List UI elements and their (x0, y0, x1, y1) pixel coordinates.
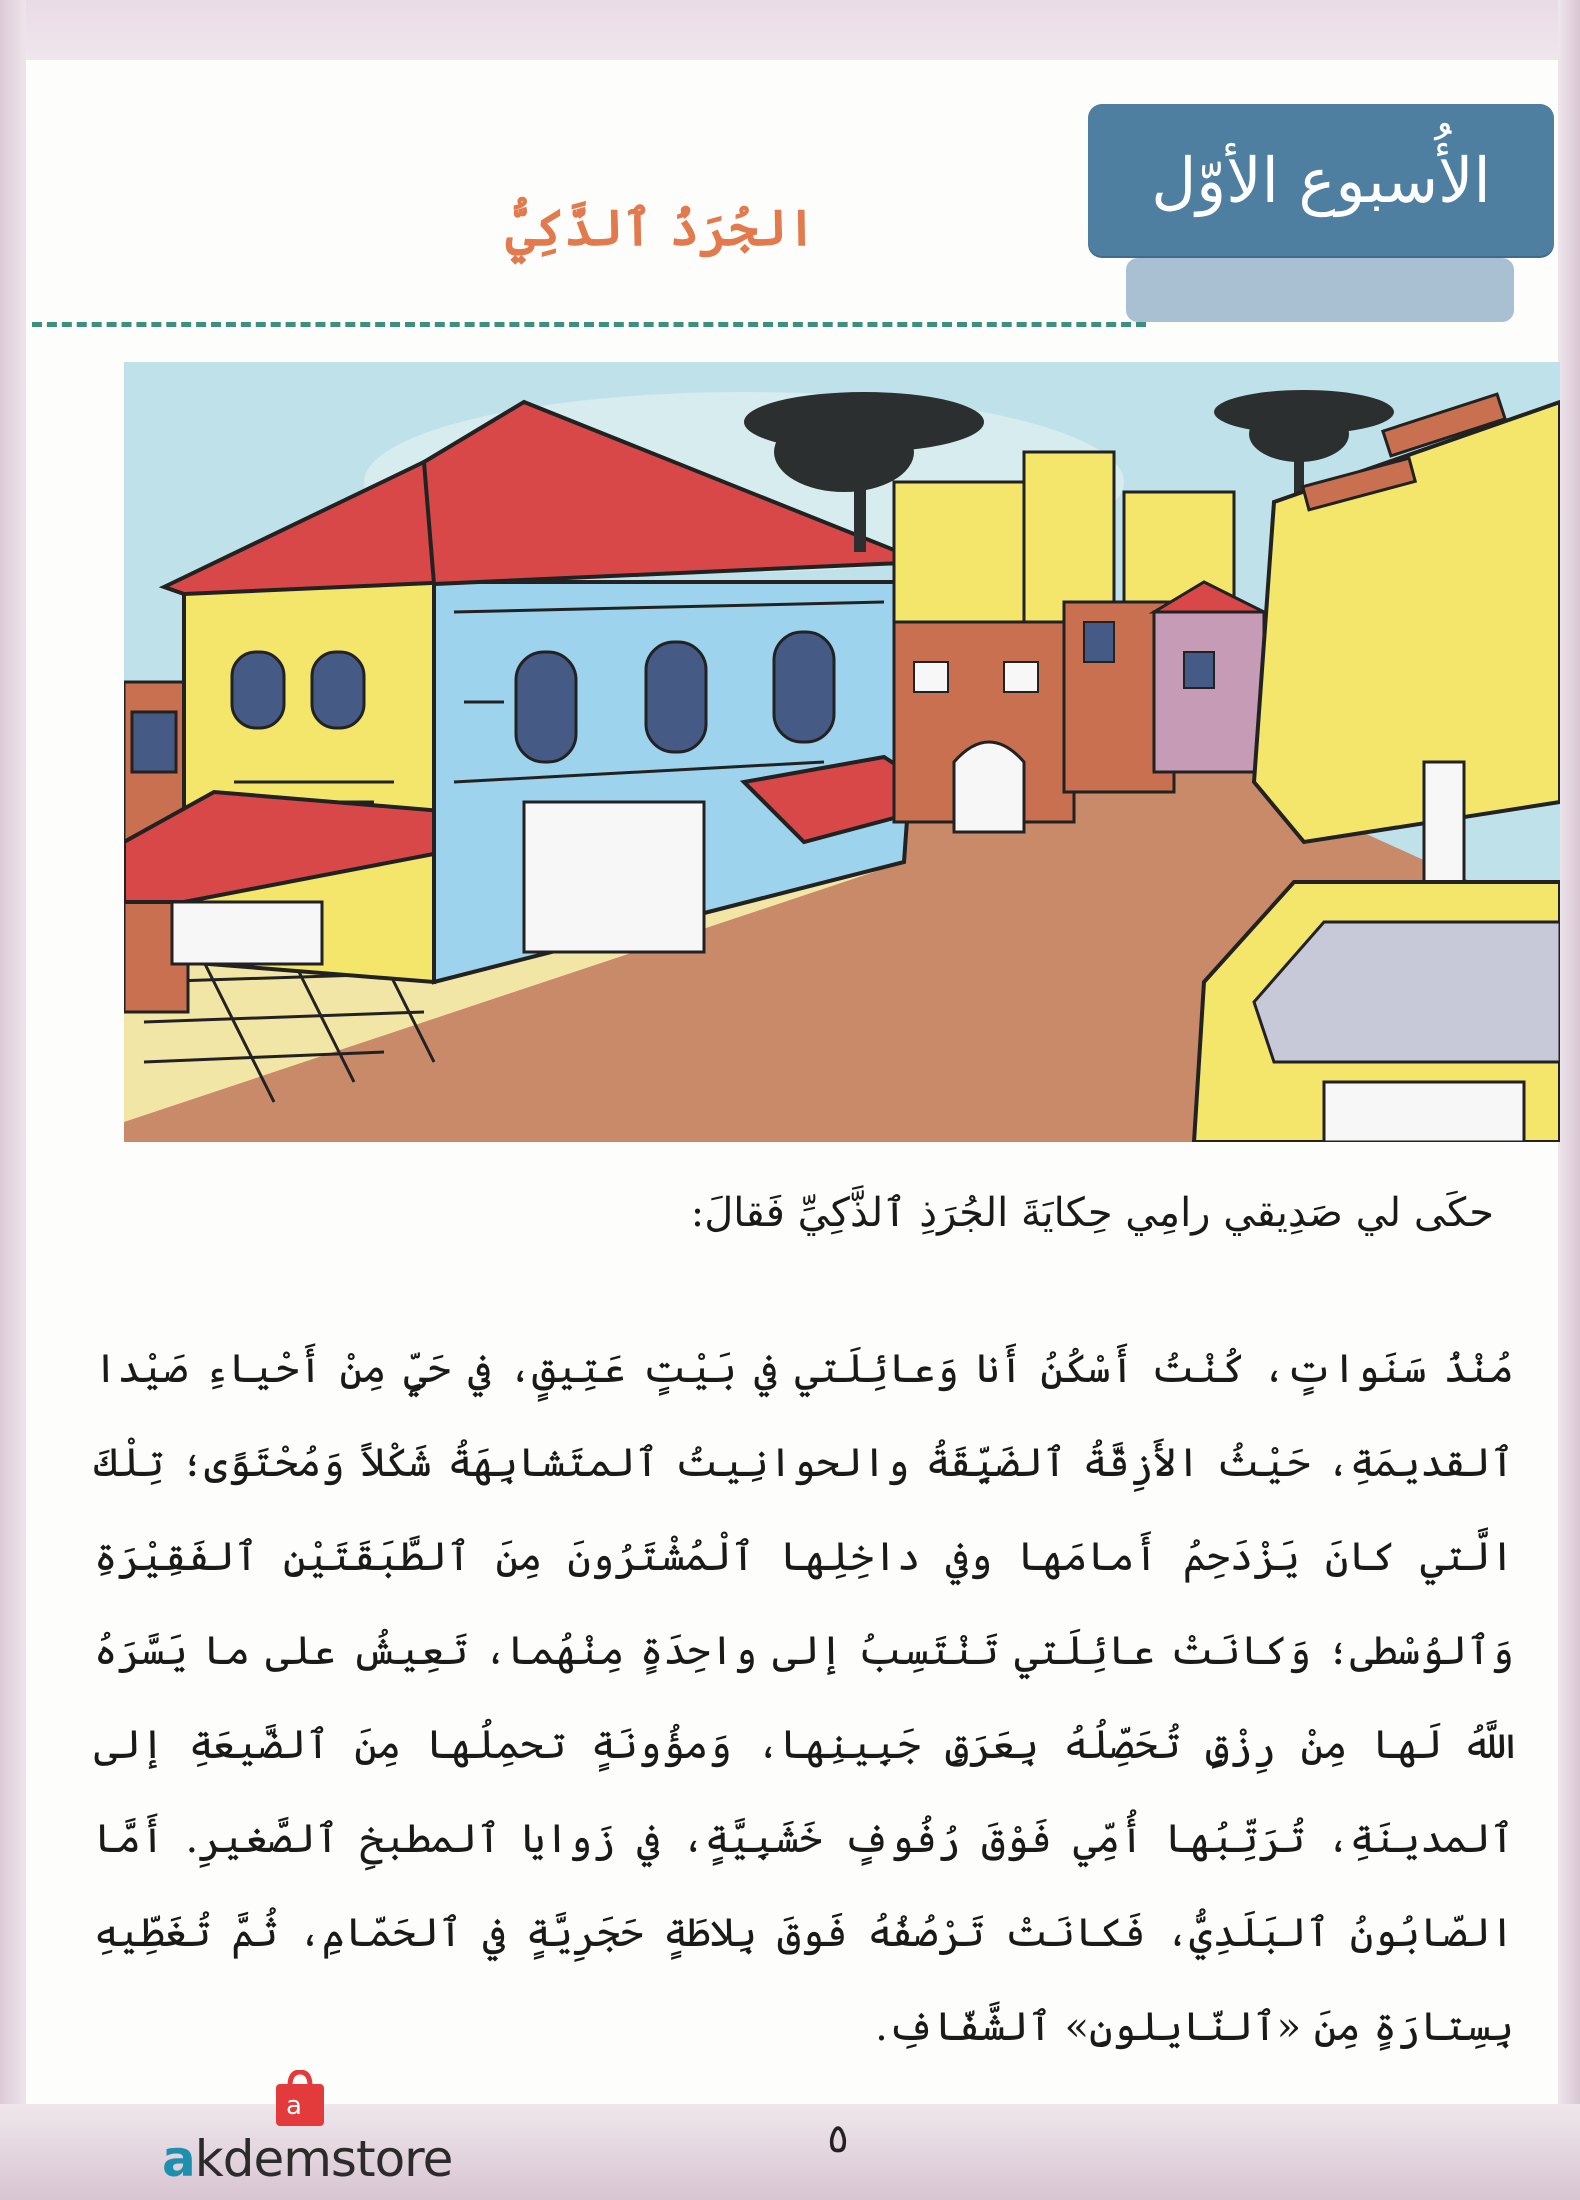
publisher-logo (162, 2070, 462, 2190)
svg-text:a: a (286, 2091, 302, 2121)
week-badge-underlay (1126, 258, 1514, 322)
logo-wordmark: akdemstore (162, 2130, 453, 2188)
lesson-title: الجُرَذُ ٱلذَّكِيُّ (505, 198, 817, 257)
section-divider (32, 322, 1146, 327)
page-frame-left (0, 0, 26, 2200)
book-page (26, 60, 1558, 2188)
shopping-bag-icon (270, 2070, 330, 2128)
week-label: الأُسبوع الأوّل (1151, 143, 1491, 217)
street-illustration (124, 362, 1560, 1142)
week-badge (1088, 104, 1554, 256)
story-paragraph: مُنْذُ سَنَواتٍ، كُنْتُ أَسْكُنُ أَنا وَعائِلَتي في بَيْتٍ عَتِيقٍ، في حَيٍّ مِنْ أَحْياءِ صَيْدا ٱلقديمَةِ، حَيْثُ الأَزِقَّةُ ٱلضَيِّقَةُ والحوانِيتُ ٱلمتَشابِهَةُ شَكْلاً وَمُحْتَوًى؛ تِلْكَ الَّتي كانَ يَزْدَحِمُ أَمامَها وفي داخِلِها ٱلْمُشْتَرُونَ مِنَ ٱلطَّبَقَتَيْنِ ٱلفَقِيْرَةِ وَٱلوُسْطى؛ وَكانَتْ عائِلَتي تَنْتَسِبُ إلى واحِدَةٍ مِنْهُما، تَعِيشُ على ما يَسَّرَهُ اللَّهُ لَها مِنْ رِزْقٍ تُحَصِّلُهُ بِعَرَقِ جَبِينِها، وَمؤُونَةٍ تحمِلُها مِنَ ٱلضَّيعَةِ إلى ٱلمدينَةِ، تُرَتِّبُها أُمِّي فَوْقَ رُفُوفٍ خَشَبِيَّةٍ، في زَوايا ٱلمطبخِ ٱلصَّغيرِ. أَمَّا الصّابُونُ ٱلبَلَدِيُّ، فَكانَتْ تَرْصُفُهُ فَوقَ بِلاطَةٍ حَجَرِيَّةٍ في ٱلحَمّامِ، ثُمَّ تُغَطِّيهِ بِسِتارَةٍ مِنَ «ٱلنّايلونِ» ٱلشَّفّافِ. (94, 1346, 1514, 2050)
story-intro: حكَى لي صَدِيقي رامِي حِكايَةَ الجُرَذِ ٱلذَّكِيِّ فَقالَ: (690, 1190, 1494, 1236)
page-frame-right (1558, 0, 1580, 2200)
page-number: ٥ (827, 2116, 849, 2162)
